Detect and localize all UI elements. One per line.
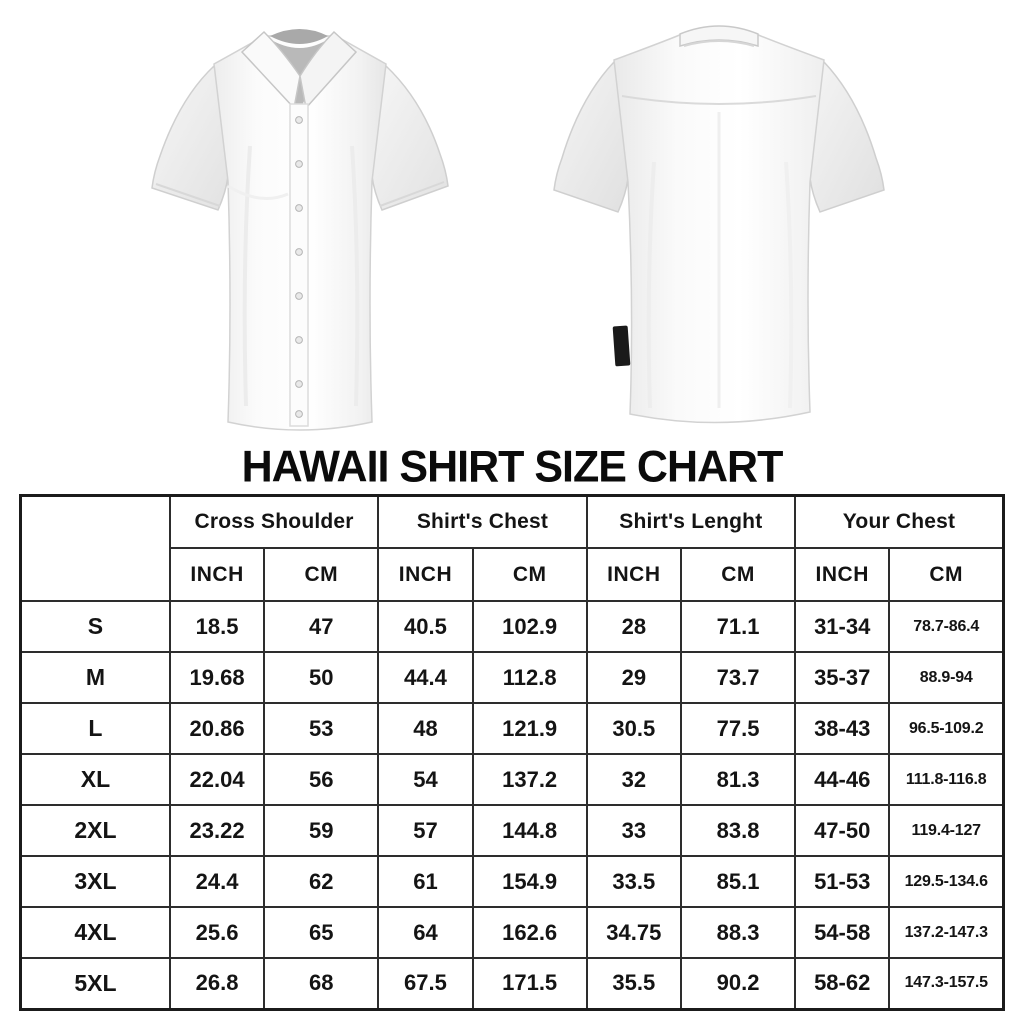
inch-value-cell: 31-34 <box>795 601 889 652</box>
cm-value-cell: 81.3 <box>681 754 795 805</box>
group-header-shirts-length: Shirt's Lenght <box>587 496 795 549</box>
group-header-your-chest: Your Chest <box>795 496 1003 549</box>
inch-value-cell: 44.4 <box>378 652 472 703</box>
table-row <box>21 601 1004 652</box>
cm-value-cell: 137.2-147.3 <box>889 907 1003 958</box>
unit-header-cm: CM <box>264 548 378 601</box>
size-label: 2XL <box>21 805 170 856</box>
unit-header-cm: CM <box>473 548 587 601</box>
inch-value-cell: 38-43 <box>795 703 889 754</box>
size-label: 5XL <box>21 958 170 1009</box>
group-header-row <box>21 496 1004 549</box>
inch-value-cell: 64 <box>378 907 472 958</box>
inch-value-cell: 57 <box>378 805 472 856</box>
inch-value-cell: 29 <box>587 652 681 703</box>
cm-value-cell: 112.8 <box>473 652 587 703</box>
table-row <box>21 754 1004 805</box>
group-header-shirts-chest: Shirt's Chest <box>378 496 586 549</box>
cm-value-cell: 78.7-86.4 <box>889 601 1003 652</box>
front-shirt-image <box>130 6 470 444</box>
unit-header-cm: CM <box>889 548 1003 601</box>
cm-value-cell: 121.9 <box>473 703 587 754</box>
table-row <box>21 805 1004 856</box>
page-title: HAWAII SHIRT SIZE CHART <box>241 442 783 492</box>
unit-header-inch: INCH <box>587 548 681 601</box>
unit-header-inch: INCH <box>170 548 264 601</box>
cm-value-cell: 162.6 <box>473 907 587 958</box>
cm-value-cell: 88.3 <box>681 907 795 958</box>
cm-value-cell: 85.1 <box>681 856 795 907</box>
cm-value-cell: 111.8-116.8 <box>889 754 1003 805</box>
cm-value-cell: 77.5 <box>681 703 795 754</box>
cm-value-cell: 88.9-94 <box>889 652 1003 703</box>
table-row <box>21 652 1004 703</box>
inch-value-cell: 20.86 <box>170 703 264 754</box>
cm-value-cell: 73.7 <box>681 652 795 703</box>
inch-value-cell: 24.4 <box>170 856 264 907</box>
inch-value-cell: 40.5 <box>378 601 472 652</box>
shirt-images-row <box>0 0 1024 444</box>
inch-value-cell: 22.04 <box>170 754 264 805</box>
cm-value-cell: 47 <box>264 601 378 652</box>
cm-value-cell: 129.5-134.6 <box>889 856 1003 907</box>
unit-header-inch: INCH <box>378 548 472 601</box>
inch-value-cell: 47-50 <box>795 805 889 856</box>
cm-value-cell: 119.4-127 <box>889 805 1003 856</box>
inch-value-cell: 30.5 <box>587 703 681 754</box>
size-label: S <box>21 601 170 652</box>
inch-value-cell: 35.5 <box>587 958 681 1009</box>
cm-value-cell: 171.5 <box>473 958 587 1009</box>
size-label: 3XL <box>21 856 170 907</box>
cm-value-cell: 137.2 <box>473 754 587 805</box>
inch-value-cell: 48 <box>378 703 472 754</box>
inch-value-cell: 61 <box>378 856 472 907</box>
cm-value-cell: 71.1 <box>681 601 795 652</box>
inch-value-cell: 33 <box>587 805 681 856</box>
inch-value-cell: 54-58 <box>795 907 889 958</box>
back-shirt-image <box>538 12 900 436</box>
cm-value-cell: 62 <box>264 856 378 907</box>
inch-value-cell: 58-62 <box>795 958 889 1009</box>
table-row <box>21 907 1004 958</box>
group-header-cross-shoulder: Cross Shoulder <box>170 496 378 549</box>
cm-value-cell: 50 <box>264 652 378 703</box>
inch-value-cell: 18.5 <box>170 601 264 652</box>
size-chart-table <box>19 494 1005 1011</box>
cm-value-cell: 56 <box>264 754 378 805</box>
inch-value-cell: 54 <box>378 754 472 805</box>
back-shirt-tag <box>613 325 631 366</box>
size-label: L <box>21 703 170 754</box>
cm-value-cell: 83.8 <box>681 805 795 856</box>
inch-value-cell: 51-53 <box>795 856 889 907</box>
inch-value-cell: 32 <box>587 754 681 805</box>
inch-value-cell: 23.22 <box>170 805 264 856</box>
size-label: M <box>21 652 170 703</box>
cm-value-cell: 65 <box>264 907 378 958</box>
inch-value-cell: 67.5 <box>378 958 472 1009</box>
cm-value-cell: 59 <box>264 805 378 856</box>
cm-value-cell: 96.5-109.2 <box>889 703 1003 754</box>
table-row <box>21 856 1004 907</box>
cm-value-cell: 144.8 <box>473 805 587 856</box>
inch-value-cell: 26.8 <box>170 958 264 1009</box>
cm-value-cell: 68 <box>264 958 378 1009</box>
size-label: XL <box>21 754 170 805</box>
inch-value-cell: 34.75 <box>587 907 681 958</box>
table-row <box>21 703 1004 754</box>
table-row <box>21 958 1004 1009</box>
size-table-body <box>21 601 1004 1009</box>
inch-value-cell: 25.6 <box>170 907 264 958</box>
cm-value-cell: 90.2 <box>681 958 795 1009</box>
inch-value-cell: 44-46 <box>795 754 889 805</box>
size-label: 4XL <box>21 907 170 958</box>
unit-header-inch: INCH <box>795 548 889 601</box>
cm-value-cell: 53 <box>264 703 378 754</box>
cm-value-cell: 147.3-157.5 <box>889 958 1003 1009</box>
unit-header-cm: CM <box>681 548 795 601</box>
size-column-header <box>21 496 170 602</box>
cm-value-cell: 102.9 <box>473 601 587 652</box>
inch-value-cell: 28 <box>587 601 681 652</box>
inch-value-cell: 19.68 <box>170 652 264 703</box>
inch-value-cell: 35-37 <box>795 652 889 703</box>
inch-value-cell: 33.5 <box>587 856 681 907</box>
cm-value-cell: 154.9 <box>473 856 587 907</box>
